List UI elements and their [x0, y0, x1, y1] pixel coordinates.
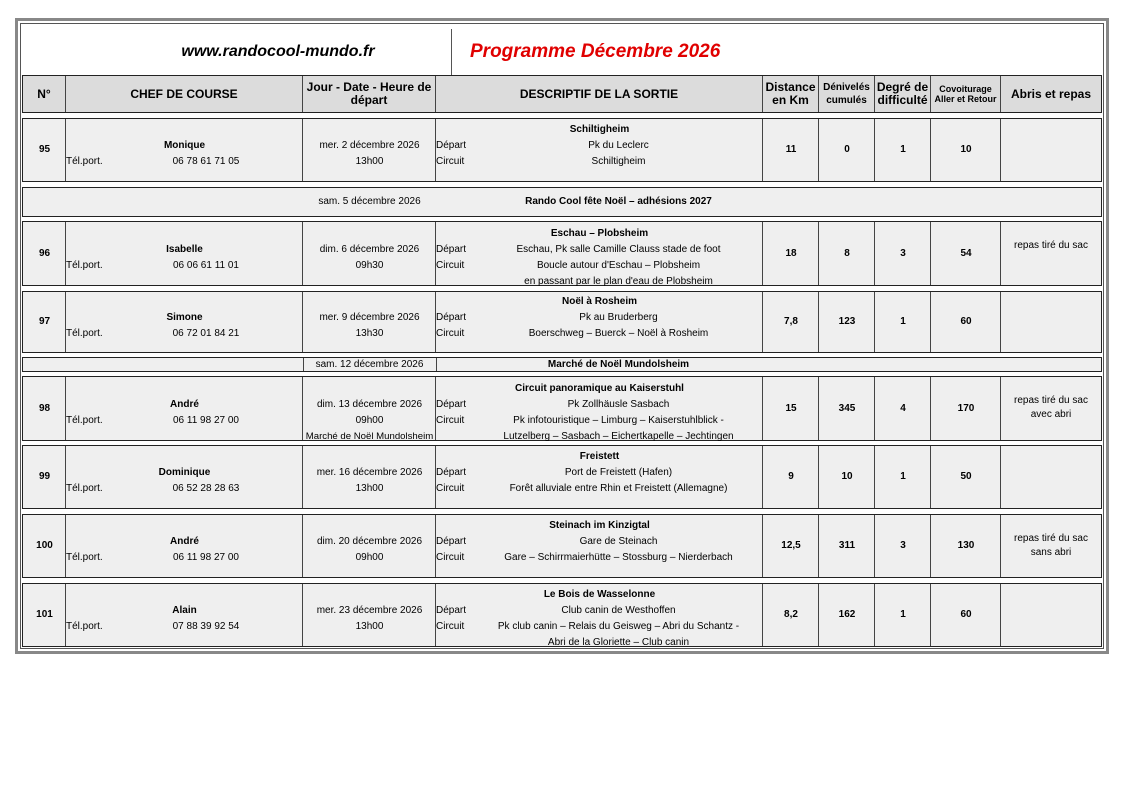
table-cell: [1001, 377, 1101, 440]
depart-value: Eschau, Pk salle Camille Clauss stade de foot: [516, 244, 721, 255]
sortie-date: mer. 23 décembre 2026: [316, 605, 423, 616]
table-cell: [436, 377, 763, 440]
abris-line-2: sans abri: [1030, 547, 1072, 558]
table-cell: [763, 119, 819, 181]
table-cell: [66, 446, 303, 508]
table-cell: [819, 446, 875, 508]
chef-phone: 06 11 98 27 00: [173, 415, 239, 426]
col-deniv: Dénivelés cumulés: [819, 76, 875, 112]
table-cell: [763, 515, 819, 577]
table-cell: [436, 584, 763, 646]
depart-label: Départ: [436, 467, 467, 478]
col-abris: Abris et repas: [1010, 86, 1092, 101]
table-cell: [23, 119, 66, 181]
depart-label: Départ: [436, 605, 467, 616]
covoiturage: 50: [960, 471, 972, 482]
covoiturage: 54: [960, 248, 972, 259]
sortie-row: [22, 514, 1102, 578]
denivele: 311: [838, 540, 856, 551]
sortie-row: [22, 583, 1102, 647]
table-cell: [875, 584, 931, 646]
col-num: N°: [23, 76, 66, 112]
sortie-number: 99: [38, 471, 51, 482]
abris-line-1: repas tiré du sac: [1014, 240, 1088, 251]
distance: 18: [785, 248, 797, 259]
depart-value: Club canin de Westhoffen: [561, 605, 676, 616]
col-covoit: Covoiturage Aller et Retour: [931, 76, 1001, 112]
distance: 11: [785, 144, 797, 155]
table-cell: [931, 446, 1001, 508]
circuit-value: Boerschweg – Buerck – Noël à Rosheim: [528, 328, 709, 339]
col-dist: Distance en Km: [763, 76, 819, 112]
tel-label: Tél.port.: [66, 552, 103, 563]
table-header: [22, 75, 1102, 113]
circuit-value: Gare – Schirrmaierhütte – Stossburg – Nierderbach: [504, 552, 733, 563]
sortie-time: 09h00: [355, 552, 384, 563]
table-cell: [819, 377, 875, 440]
chef-phone: 06 06 61 11 01: [173, 260, 239, 271]
distance: 7,8: [784, 316, 798, 327]
difficulte: 1: [900, 144, 906, 155]
difficulte: 3: [900, 540, 906, 551]
tel-label: Tél.port.: [66, 260, 103, 271]
sortie-title: Noël à Rosheim: [561, 296, 638, 307]
depart-label: Départ: [436, 244, 467, 255]
chef-name: André: [170, 536, 199, 547]
chef-name: André: [170, 399, 199, 410]
sortie-number: 101: [36, 609, 53, 620]
tel-label: Tél.port.: [66, 328, 103, 339]
denivele: 8: [844, 248, 850, 259]
sortie-date: mer. 9 décembre 2026: [319, 312, 420, 323]
sortie-title: Steinach im Kinzigtal: [549, 520, 650, 531]
table-cell: [436, 292, 763, 352]
abris-line-1: repas tiré du sac: [1014, 395, 1088, 406]
sortie-row: [22, 118, 1102, 182]
depart-value: Pk au Bruderberg: [579, 312, 658, 323]
col-chef: CHEF DE COURSE: [66, 76, 303, 112]
denivele: 162: [838, 609, 856, 620]
chef-name: Simone: [166, 312, 203, 323]
chef-name: Monique: [163, 140, 206, 151]
table-cell: [23, 222, 66, 285]
programme-title: Programme Décembre 2026: [470, 41, 721, 62]
circuit-label: Circuit: [436, 552, 465, 563]
covoiturage: 170: [957, 403, 975, 414]
sortie-time: 13h00: [355, 156, 384, 167]
circuit-value: Boucle autour d'Eschau – Plobsheim: [536, 260, 701, 271]
table-cell: [1001, 515, 1101, 577]
chef-phone: 06 52 28 28 63: [172, 483, 240, 494]
chef-phone: 06 78 61 71 05: [172, 156, 240, 167]
covoiturage: 130: [957, 540, 975, 551]
sortie-date: mer. 16 décembre 2026: [316, 467, 423, 478]
table-cell: [436, 119, 763, 181]
table-cell: [66, 584, 303, 646]
tel-label: Tél.port.: [66, 621, 103, 632]
table-cell: [763, 446, 819, 508]
circuit-value-2: en passant par le plan d'eau de Plobsheim: [524, 276, 713, 287]
circuit-label: Circuit: [436, 415, 465, 426]
denivele: 123: [838, 316, 856, 327]
table-cell: [303, 292, 436, 352]
sortie-time: 13h30: [355, 328, 384, 339]
circuit-value-2: Abri de la Gloriette – Club canin: [547, 637, 690, 648]
table-cell: [819, 119, 875, 181]
denivele: 0: [844, 144, 850, 155]
table-cell: [875, 222, 931, 285]
event-row: [22, 357, 1102, 372]
table-cell: [1001, 292, 1101, 352]
distance: 15: [785, 403, 797, 414]
sortie-time: 09h00: [355, 415, 384, 426]
covoiturage: 10: [960, 144, 972, 155]
sortie-title: Eschau – Plobsheim: [550, 228, 649, 239]
col-desc: DESCRIPTIF DE LA SORTIE: [436, 76, 763, 112]
sortie-title: Le Bois de Wasselonne: [543, 589, 656, 600]
site-url[interactable]: www.randocool-mundo.fr: [181, 43, 375, 60]
tel-label: Tél.port.: [66, 156, 103, 167]
table-cell: [931, 222, 1001, 285]
circuit-value: Forêt alluviale entre Rhin et Freistett (Allemagne): [509, 483, 728, 494]
table-cell: [303, 446, 436, 508]
sortie-title: Freistett: [579, 451, 620, 462]
denivele: 345: [838, 403, 856, 414]
chef-phone: 07 88 39 92 54: [172, 621, 240, 632]
sortie-time: 09h30: [355, 260, 384, 271]
depart-label: Départ: [436, 312, 467, 323]
table-cell: [1001, 222, 1101, 285]
circuit-label: Circuit: [436, 621, 465, 632]
table-cell: [875, 515, 931, 577]
table-cell: [931, 119, 1001, 181]
chef-name: Dominique: [158, 467, 211, 478]
table-cell: [436, 515, 763, 577]
event-title: Rando Cool fête Noël – adhésions 2027: [525, 196, 712, 207]
table-cell: [819, 292, 875, 352]
table-cell: [23, 584, 66, 646]
sortie-number: 95: [38, 144, 51, 155]
chef-name: Isabelle: [166, 244, 203, 255]
table-cell: [66, 292, 303, 352]
table-cell: [303, 584, 436, 646]
sortie-date: mer. 2 décembre 2026: [319, 140, 420, 151]
sortie-time: 13h00: [355, 621, 384, 632]
distance: 8,2: [784, 609, 798, 620]
table-cell: [763, 292, 819, 352]
circuit-label: Circuit: [436, 156, 465, 167]
depart-value: Pk Zollhäusle Sasbach: [567, 399, 670, 410]
sortie-row: [22, 291, 1102, 353]
table-cell: [875, 292, 931, 352]
table-cell: [819, 222, 875, 285]
sortie-title: Circuit panoramique au Kaiserstuhl: [515, 383, 684, 394]
sortie-date: dim. 20 décembre 2026: [316, 536, 423, 547]
depart-label: Départ: [436, 140, 467, 151]
table-cell: [763, 584, 819, 646]
sortie-date: dim. 6 décembre 2026: [319, 244, 420, 255]
difficulte: 1: [900, 316, 906, 327]
table-cell: [303, 515, 436, 577]
table-cell: [931, 377, 1001, 440]
table-cell: [303, 222, 436, 285]
chef-phone: 06 72 01 84 21: [172, 328, 240, 339]
circuit-value: Pk club canin – Relais du Geisweg – Abri du Schantz -: [497, 621, 740, 632]
difficulte: 1: [900, 471, 906, 482]
col-jour: Jour - Date - Heure de départ: [303, 76, 436, 112]
table-cell: [931, 515, 1001, 577]
depart-value: Port de Freistett (Hafen): [564, 467, 673, 478]
event-row: [22, 187, 1102, 217]
denivele: 10: [841, 471, 853, 482]
table-cell: [931, 584, 1001, 646]
circuit-label: Circuit: [436, 328, 465, 339]
difficulte: 3: [900, 248, 906, 259]
chef-name: Alain: [172, 605, 197, 616]
table-cell: [1001, 119, 1101, 181]
table-cell: [66, 222, 303, 285]
sortie-time: 13h00: [355, 483, 384, 494]
sortie-row: [22, 445, 1102, 509]
chef-phone: 06 11 98 27 00: [173, 552, 239, 563]
table-cell: [763, 222, 819, 285]
sortie-row: [22, 376, 1102, 441]
table-cell: [875, 446, 931, 508]
event-date: sam. 5 décembre 2026: [318, 196, 421, 207]
difficulte: 4: [900, 403, 906, 414]
sortie-number: 98: [38, 403, 51, 414]
covoiturage: 60: [960, 316, 972, 327]
table-cell: [875, 119, 931, 181]
event-title: Marché de Noël Mundolsheim: [547, 359, 690, 370]
sortie-title: Schiltigheim: [569, 124, 630, 135]
table-cell: [819, 584, 875, 646]
table-cell: [436, 222, 763, 285]
abris-line-2: avec abri: [1030, 409, 1072, 420]
table-cell: [23, 377, 66, 440]
depart-value: Gare de Steinach: [579, 536, 658, 547]
covoiturage: 60: [960, 609, 972, 620]
circuit-value: Pk infotouristique – Limburg – Kaiserstuhlblick -: [513, 415, 724, 426]
sortie-number: 97: [38, 316, 51, 327]
circuit-label: Circuit: [436, 483, 465, 494]
table-cell: [23, 446, 66, 508]
abris-line-1: repas tiré du sac: [1014, 533, 1088, 544]
distance: 9: [788, 471, 794, 482]
sortie-date: dim. 13 décembre 2026: [316, 399, 423, 410]
event-date: sam. 12 décembre 2026: [315, 359, 424, 370]
col-degre: Degré de difficulté: [875, 76, 931, 112]
table-cell: [875, 377, 931, 440]
table-cell: [66, 515, 303, 577]
circuit-value-2: Lutzelberg – Sasbach – Eichertkapelle – Jechtingen: [503, 431, 734, 442]
table-cell: [763, 377, 819, 440]
table-cell: [1001, 446, 1101, 508]
table-cell: [931, 292, 1001, 352]
circuit-value: Schiltigheim: [591, 156, 646, 167]
distance: 12,5: [781, 540, 801, 551]
date-note: Marché de Noël Mundolsheim: [305, 431, 434, 442]
sortie-number: 96: [38, 248, 51, 259]
sortie-row: [22, 221, 1102, 286]
table-cell: [436, 446, 763, 508]
table-cell: [66, 377, 303, 440]
circuit-label: Circuit: [436, 260, 465, 271]
table-cell: [1001, 584, 1101, 646]
difficulte: 1: [900, 609, 906, 620]
table-cell: [23, 515, 66, 577]
depart-value: Pk du Leclerc: [588, 140, 649, 151]
table-cell: [23, 292, 66, 352]
depart-label: Départ: [436, 399, 467, 410]
depart-label: Départ: [436, 536, 467, 547]
sortie-number: 100: [36, 540, 53, 551]
tel-label: Tél.port.: [66, 415, 103, 426]
table-cell: [303, 377, 436, 440]
table-cell: [819, 515, 875, 577]
table-cell: [66, 119, 303, 181]
table-cell: [303, 119, 436, 181]
tel-label: Tél.port.: [66, 483, 103, 494]
